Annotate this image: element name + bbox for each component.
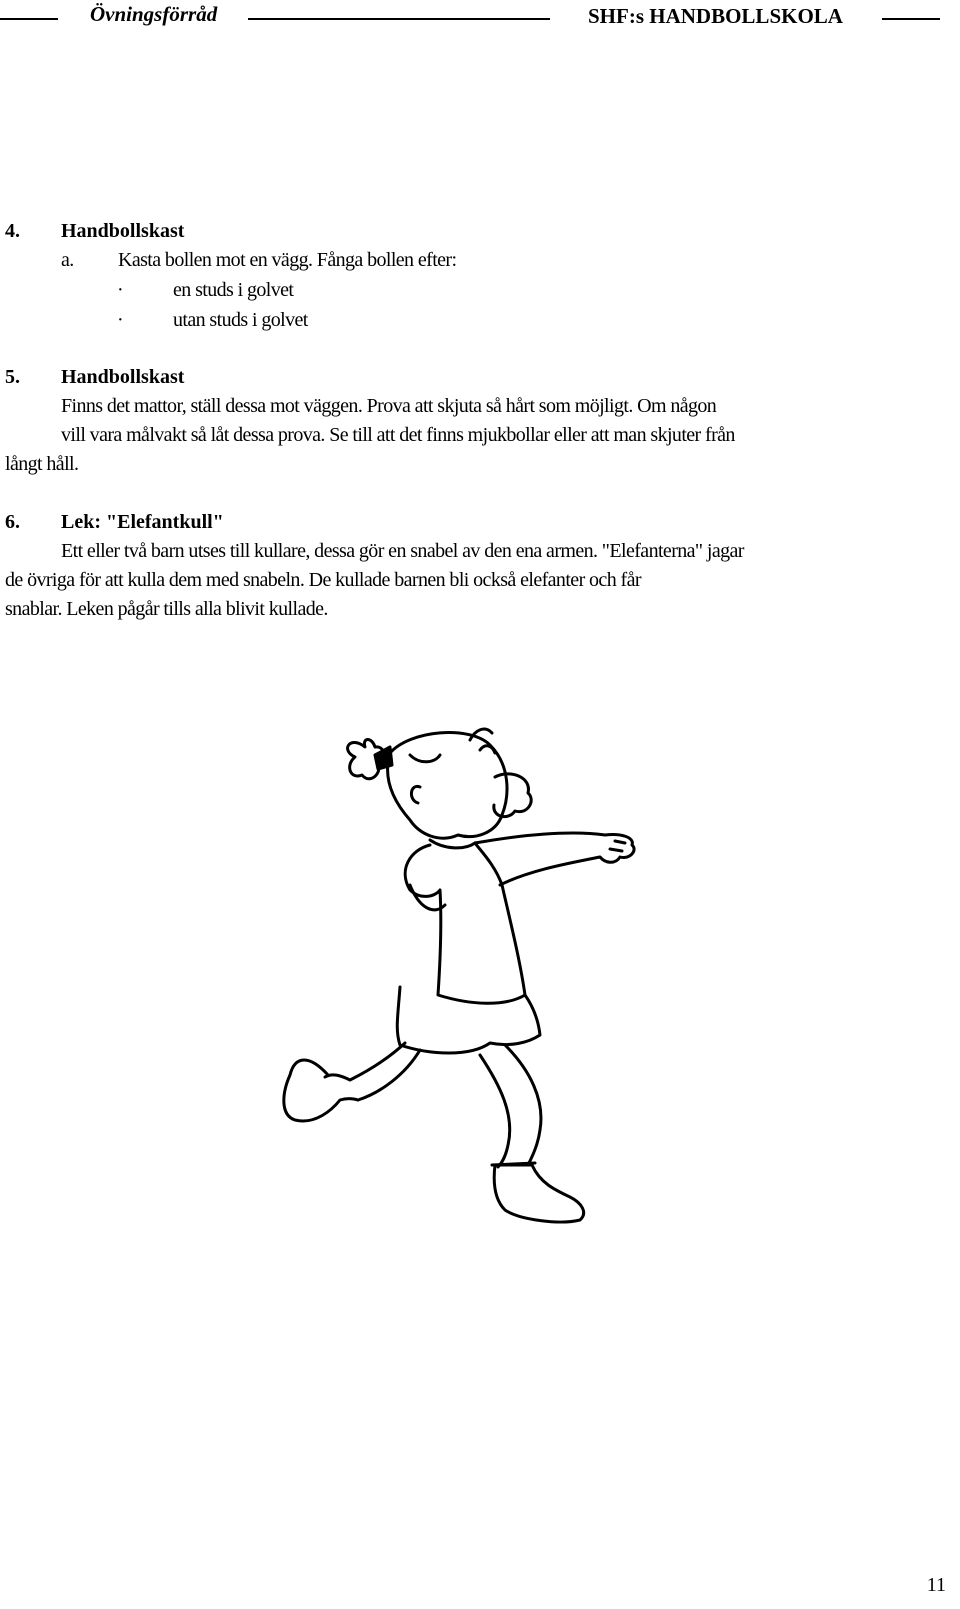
ear [411, 786, 420, 803]
running-child-illustration [270, 725, 650, 1245]
header-left-title: Övningsförråd [90, 2, 218, 26]
front-leg-inner [480, 1055, 510, 1167]
section-4-bullet-mark-1: · [117, 279, 124, 301]
section-6-line-2: de övriga för att kulla dem med snabeln. De kullade barnen bli också elefanter och får [5, 569, 641, 591]
section-5-line-2: vill vara målvakt så låt dessa prova. Se till att det finns mjukbollar eller att man skjuter från [61, 424, 735, 446]
section-6-line-1: Ett eller två barn utses till kullare, dessa gör en snabel av den ena armen. "Elefanterna" jagar [61, 540, 744, 562]
header-rule-left [0, 18, 58, 20]
head [388, 733, 507, 839]
back-shoe [284, 1060, 358, 1121]
section-4-heading: Handbollskast [61, 220, 185, 242]
back-leg [325, 1043, 405, 1080]
section-5-line-3: långt håll. [5, 453, 79, 475]
section-6-number: 6. [5, 511, 20, 533]
shirt [405, 843, 525, 1003]
page-number: 11 [926, 1574, 946, 1596]
section-5-number: 5. [5, 366, 20, 388]
section-4-item-a-text: Kasta bollen mot en vägg. Fånga bollen efter: [118, 249, 457, 271]
section-4-bullet-mark-2: · [117, 309, 124, 331]
section-6-heading: Lek: "Elefantkull" [61, 511, 224, 533]
front-leg [505, 1045, 541, 1165]
section-5-heading: Handbollskast [61, 366, 185, 388]
section-6-line-3: snablar. Leken pågår tills alla blivit kullade. [5, 598, 328, 620]
section-5-line-1: Finns det mattor, ställ dessa mot väggen. Prova att skjuta så hårt som möjligt. Om någon [61, 395, 717, 417]
section-4-number: 4. [5, 220, 20, 242]
boot-cuff [492, 1163, 535, 1165]
section-4-bullet-2: utan studs i golvet [173, 309, 308, 331]
header-right-title: SHF:s HANDBOLLSKOLA [588, 4, 843, 28]
header-rule-middle [248, 18, 550, 20]
header-rule-right [882, 18, 940, 20]
front-boot [494, 1165, 583, 1222]
hand-at-face [494, 774, 531, 817]
section-4-item-a-label: a. [61, 249, 74, 271]
collar [430, 840, 475, 848]
section-4-bullet-1: en studs i golvet [173, 279, 294, 301]
finger-lines [610, 841, 625, 851]
